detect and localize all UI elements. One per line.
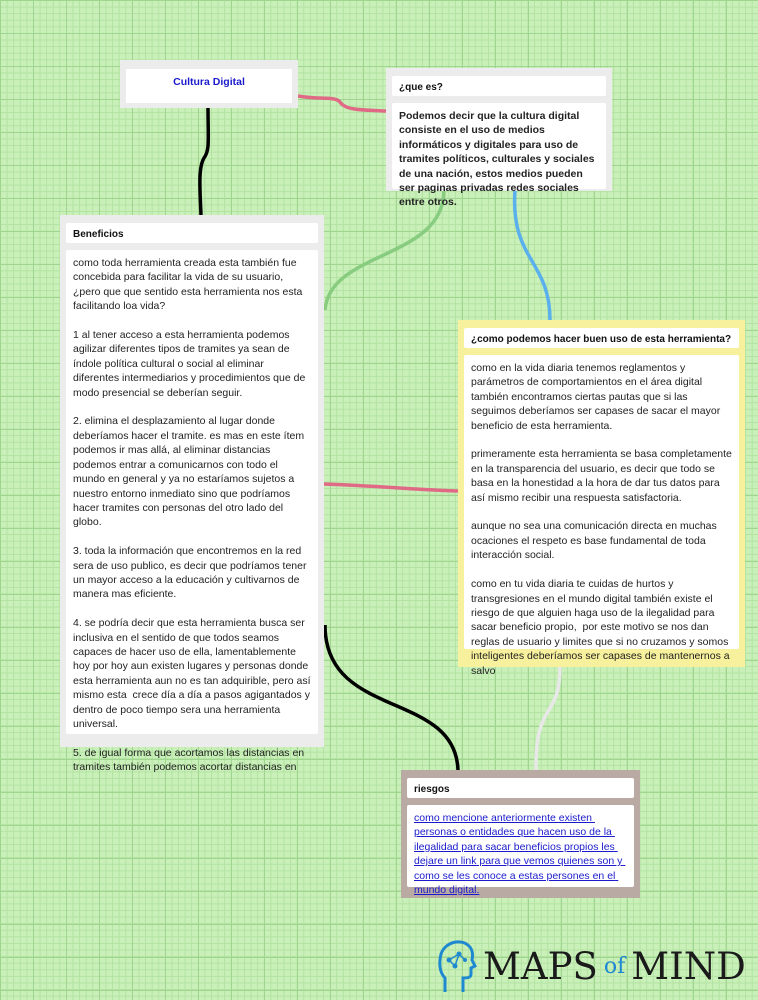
connector-root-que-es: [298, 96, 386, 111]
logo-mind: MIND: [631, 944, 746, 988]
node-title: riesgos: [407, 778, 634, 798]
node-title: Cultura Digital: [126, 69, 292, 103]
logo-maps: MAPS: [483, 944, 598, 988]
node-body: como toda herramienta creada esta también fue concebida para facilitar la vida de su usuario, ¿pero que que sentido esta herramienta nos esta facilitando loa vida? 1 al tener acceso a esta herramienta podemos agilizar diferentes tipos de tramites ya sean de índole política cultural o social al eliminar diferentes intermediarios y procedimientos que de modo presencial se deberían seguir. 2. elimina el desplazamiento al lugar donde deberíamos hacer el tramite. es mas en este ítem podemos ir mas allá, al eliminar distancias podemos entrar a comunicarnos con todo el mundo en general y ya no estaríamos sujetos a nuestro entorno inmediato sino que podríamos hacer tramites con personas del otro lado del globo. 3. toda la información que encontremos en la red sera de uso publico, es decir que podríamos tener un mayor acceso a la educación y cultivarnos de manera mas eficiente. 4. se podría decir que esta herramienta busca ser inclusiva en el sentido de que todos seamos capaces de hacer uso de ella, lamentablemente hoy por hoy aun existen lugares y personas donde esta herramienta aun no es tan adquirible, pero así mismo esta crece día a día a pasos agigantados y dentro de poco tiempo sera una herramienta universal. 5. de igual forma que acortamos las distancias en tramites también podemos acortar distancias en: [66, 250, 318, 734]
node-body: como en la vida diaria tenemos reglamentos y parámetros de comportamientos en el área digital también encontramos ciertas pautas que si las seguimos deberíamos ser capases de sacar el mayor beneficio de esta herramienta. primeramente esta herramienta se basa completamente en la transparencia del usuario, es decir que todo se basa en la honestidad a la hora de dar tus datos para así mismo recibir una respuesta satisfactoria. aunque no sea una comunicación directa en muchas ocaciones el respeto es base fundamental de toda interacción social. como en tu vida diaria te cuidas de hurtos y transgresiones en el mundo digital también existe el riesgo de que alguien haga uso de la ilegalidad para sacar beneficio propio, por este motivo se nos dan reglas de usuario y limites que si no cruzamos y somos inteligentes deberíamos ser capases de mantenernos a salvo: [464, 355, 739, 649]
node-riesgos[interactable]: [401, 770, 640, 898]
node-cultura-digital[interactable]: [120, 60, 298, 108]
riesgos-link[interactable]: como mencione anteriormente existen personas o entidades que hacen uso de la ilegalidad para sacar beneficios propios les dejare un link para que vemos quienes son y como se les conoce a estas persones en el mundo digital.: [414, 812, 626, 897]
logo-of: of: [603, 953, 626, 979]
node-que-es[interactable]: [386, 68, 612, 209]
connector-buen-uso-riesgos: [536, 667, 560, 770]
connector-que-es-buen-uso: [515, 190, 550, 320]
maps-of-mind-logo: [437, 938, 746, 994]
node-title: ¿que es?: [392, 76, 606, 96]
connector-beneficios-buen-uso: [324, 484, 458, 491]
head-icon: [437, 938, 477, 994]
node-title: Beneficios: [66, 223, 318, 243]
node-beneficios[interactable]: [60, 215, 324, 774]
connector-beneficios-riesgos: [325, 625, 458, 770]
connector-root-beneficios: [200, 106, 208, 215]
node-body: Podemos decir que la cultura digital consiste en el uso de medios informáticos y digitales para uso de tramites políticos, culturales y sociales de una nación, estos medios pueden ser paginas privadas redes sociales entre otros.: [392, 103, 606, 189]
node-title: ¿como podemos hacer buen uso de esta herramienta?: [464, 328, 739, 348]
node-buen-uso[interactable]: [458, 320, 745, 677]
